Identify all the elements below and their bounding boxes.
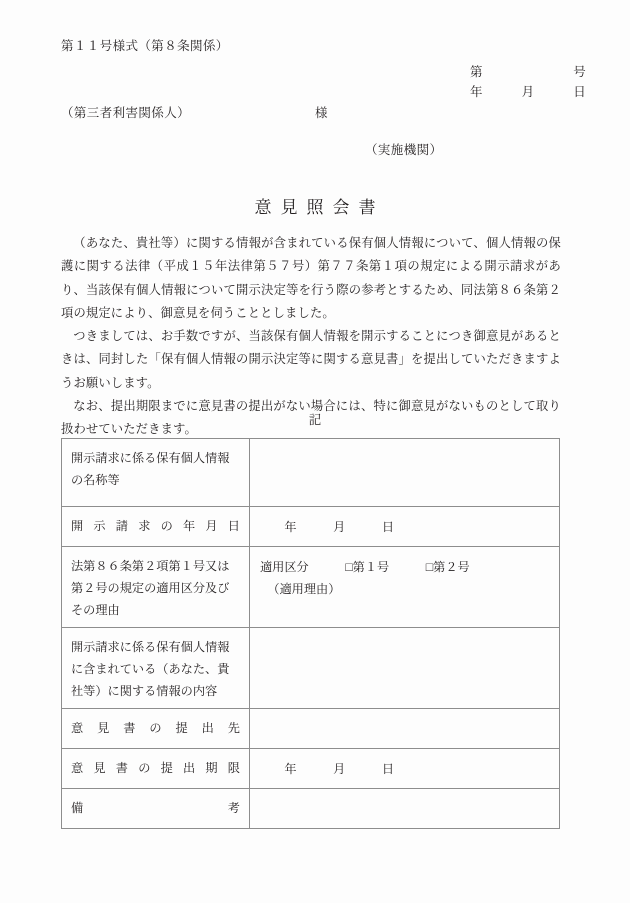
table-row-label: 開示請求の年月日	[71, 519, 240, 533]
table-row-label-cell	[62, 749, 250, 789]
ki-marker: 記	[308, 413, 322, 427]
form-table	[61, 438, 560, 829]
document-number-field: 第 号	[470, 65, 587, 79]
table-row-label-cell	[62, 547, 250, 628]
table-row-label: 開示請求に係る保有個人情報に含まれている（あなた、貴社等）に関する情報の内容	[71, 640, 230, 698]
table-row	[62, 709, 560, 749]
table-row-label-cell	[62, 507, 250, 547]
table-row-label-cell	[62, 439, 250, 507]
table-row	[62, 749, 560, 789]
issuing-authority-label: （実施機関）	[365, 143, 443, 157]
table-row-value: 年 月 日	[260, 520, 395, 534]
application-category-options[interactable]: 適用区分 □第１号 □第２号	[260, 560, 470, 574]
table-row	[62, 628, 560, 709]
table-row-label-cell	[62, 789, 250, 829]
table-row-value-cell[interactable]	[250, 749, 560, 789]
page-title: 意見照会書	[254, 198, 385, 218]
table-row-value-cell[interactable]	[250, 507, 560, 547]
table-row-label: 開示請求に係る保有個人情報の名称等	[71, 451, 230, 487]
form-number: 第１１号様式（第８条関係）	[61, 39, 229, 53]
table-row-label-cell	[62, 709, 250, 749]
addressee-label: （第三者利害関係人）	[61, 106, 191, 120]
table-row	[62, 789, 560, 829]
table-row-value-cell[interactable]	[250, 709, 560, 749]
body-paragraph-2: つきましては、お手数ですが、当該保有個人情報を開示することにつき御意見があるときは、同封した「保有個人情報の開示決定等に関する意見書」を提出していただきますようお願いします。	[61, 329, 561, 390]
application-reason-label: （適用理由）	[267, 582, 341, 596]
table-row-label: 意見書の提出期限	[71, 761, 240, 775]
document-date-field: 年 月 日	[470, 85, 587, 99]
table-row	[62, 547, 560, 628]
table-row-value: 年 月 日	[260, 762, 395, 776]
body-paragraph-1: （あなた、貴社等）に関する情報が含まれている保有個人情報について、個人情報の保護に関する法律（平成１５年法律第５７号）第７７条第１項の規定による開示請求があり、当該保有個人情報について開示決定等を行う際の参考とするため、同法第８６条第２項の規定により、御意見を伺うこととしました。	[61, 236, 561, 320]
table-row-label: 法第８６条第２項第１号又は第２号の規定の適用区分及びその理由	[71, 559, 230, 617]
table-row	[62, 439, 560, 507]
table-row-value-cell[interactable]	[250, 628, 560, 709]
addressee-honorific: 様	[315, 106, 328, 120]
body-paragraph-3: なお、提出期限までに意見書の提出がない場合には、特に御意見がないものとして取り扱わせていただきます。	[61, 399, 561, 437]
table-row-label-cell	[62, 628, 250, 709]
table-row	[62, 507, 560, 547]
table-row-label: 意見書の提出先	[71, 721, 240, 735]
table-row-value-cell[interactable]	[250, 547, 560, 628]
table-row-label: 備考	[71, 801, 240, 815]
table-row-value-cell[interactable]	[250, 439, 560, 507]
table-row-value-cell[interactable]	[250, 789, 560, 829]
